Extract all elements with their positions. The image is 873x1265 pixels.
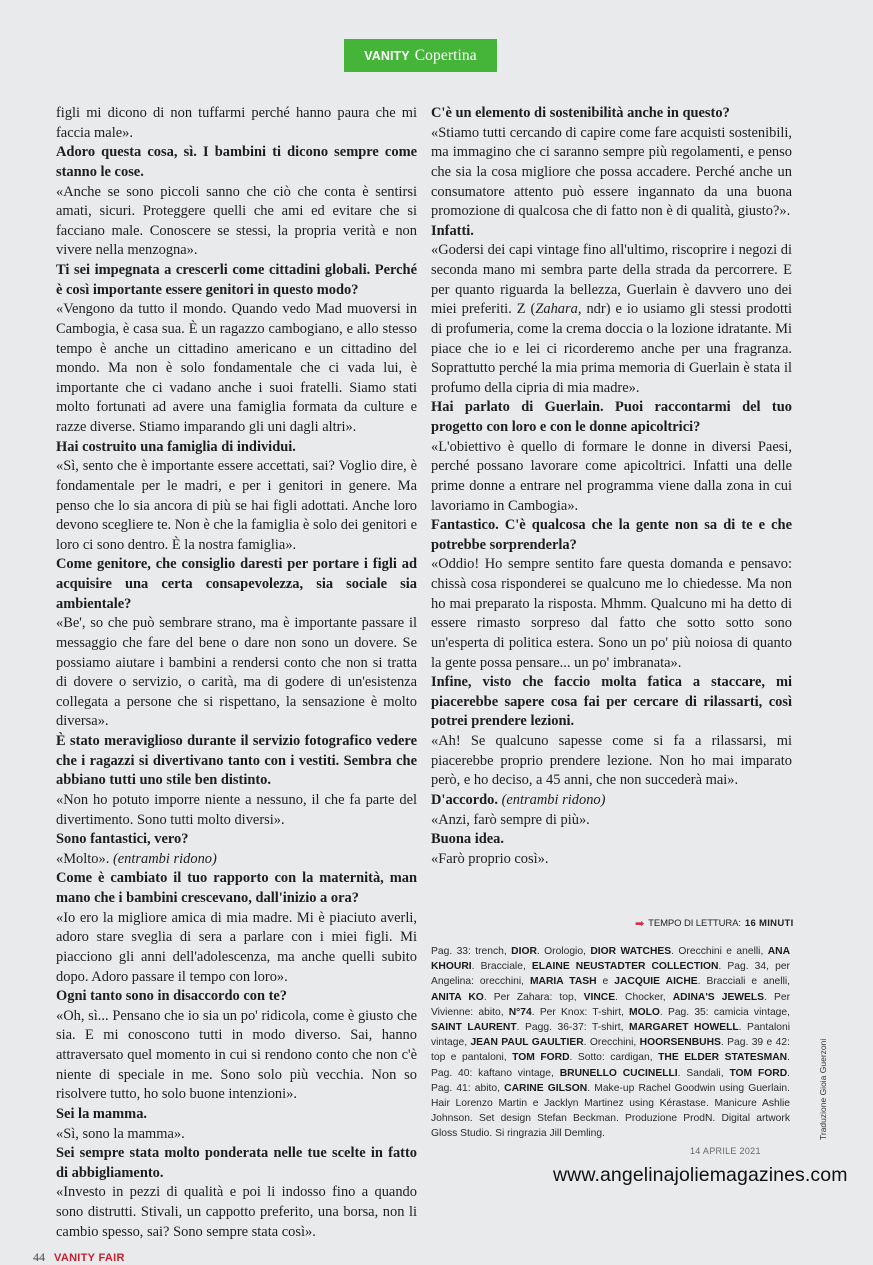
stage-direction: (entrambi ridono)	[501, 791, 606, 808]
arrow-right-icon: ➡	[635, 918, 645, 930]
credit-brand: ANA KHOURI	[431, 946, 791, 973]
question-text: Ti sei impegnata a crescerli come cittadini globali. Perché è così importante essere genitori in questo modo?	[56, 262, 417, 298]
credit-text: . Orecchini e anelli,	[671, 946, 768, 957]
interview-question	[56, 438, 417, 458]
question-text: Sei la mamma.	[56, 1105, 148, 1122]
interview-answer	[56, 1007, 417, 1105]
reading-time-label: TEMPO DI LETTURA:	[648, 918, 741, 929]
page-number: 44	[33, 1250, 45, 1265]
interview-answer	[56, 614, 417, 732]
interview-question	[56, 555, 417, 614]
question-text: C'è un elemento di sostenibilità anche in questo?	[431, 105, 730, 121]
answer-text: «Sì, sento che è importante essere accettati, sai? Voglio dire, è fondamentale per le madri, e per i genitori in genere. Ma penso che lo sia ancora di più se hai figli adottati. Anche loro devono scegliere te. Non è che la famiglia è solo dei genitori e loro ci sono dentro. È la nostra famiglia».	[56, 458, 417, 553]
question-text: Fantastico. C'è qualcosa che la gente non sa di te e che potrebbe sorprenderla?	[431, 517, 792, 553]
answer-text: «Stiamo tutti cercando di capire come fare acquisti sostenibili, ma immagino che ci saranno sempre più regolamenti, e penso che sia la cosa migliore che possa accadere. Perché anche un consumatore attento può essere ingannato da una buona promozione di qualcosa che di fatto non è di qualità, giusto?».	[431, 124, 792, 220]
answer-text: «Anzi, farò sempre di più».	[431, 811, 590, 828]
credit-text: . Make-up Rachel Goodwin using Guerlain. Hair Lorenzo Martin e Jacklyn Martinez using Kérastase. Manicure Ashlie Johnson. Set design Stefan Beckman. Produzione ProdN. Digital artwork Gloss Studio. Si ringrazia Jill Demling.	[431, 1082, 790, 1140]
article-column-left	[56, 104, 417, 1242]
question-text: Buona idea.	[431, 831, 505, 848]
question-text: Infatti.	[431, 222, 474, 239]
magazine-name: VANITY FAIR	[54, 1252, 125, 1265]
credit-brand: JEAN PAUL GAULTIER	[470, 1037, 584, 1049]
credit-text: . Bracciale,	[471, 961, 532, 973]
answer-text: «Oddio! Ho sempre sentito fare questa domanda e pensavo: chissà cosa risponderei se qualcuno me lo chiedesse. Ma non ho mai preparato la risposta. Mhmm. Qualcuno mi ha detto di essere rimasto sorpreso dal fatto che sotto sotto sono un'esperta di politica estera. Sono un po' più noiosa di quanto la gente possa pensare... un po' imbranata».	[431, 556, 792, 671]
credit-text: . Per Knox: T-shirt,	[531, 1006, 630, 1018]
credit-text: . Bracciali e anelli,	[697, 976, 790, 988]
credit-text: . Chocker,	[615, 991, 673, 1003]
credit-text: . Pag. 35: camicia vintage,	[659, 1006, 790, 1018]
translator-credit: Traduzione Gioia Guerzoni	[818, 1038, 828, 1140]
interview-question	[56, 732, 417, 791]
credit-brand: DIOR WATCHES	[590, 946, 672, 957]
credit-brand: HOORSENBUHS	[639, 1037, 721, 1049]
interview-answer	[431, 241, 792, 398]
interview-question	[431, 222, 792, 242]
interview-question	[56, 261, 417, 300]
credit-text: . Per Vivienne: abito,	[431, 991, 791, 1018]
credit-brand: DIOR	[511, 946, 537, 957]
credit-brand: BRUNELLO CUCINELLI	[559, 1067, 678, 1079]
interview-question	[56, 1144, 417, 1183]
interview-question	[56, 987, 417, 1007]
answer-text: «Sì, sono la mamma».	[56, 1125, 185, 1142]
interview-question	[431, 791, 792, 811]
answer-text: «Farò proprio così».	[431, 850, 549, 867]
interview-question	[431, 104, 792, 124]
interview-question	[431, 830, 792, 850]
answer-text: «Oh, sì... Pensano che io sia un po' ridicola, come è giusto che sia. E mi conoscono tutti in modo diverso. Sai, hanno attraversato quel momento in cui si rendono conto che non c'è niente di speciale in me. Sono solo più vecchia. Non so risolvere tutto, ho solo buone intenzioni».	[56, 1007, 417, 1103]
page-footer	[33, 1250, 125, 1265]
answer-text: «Godersi dei capi vintage fino all'ultimo, riscoprire i negozi di seconda mano mi sembra parte della strada da percorrere. E per quanto riguarda la bellezza, Guerlain è davvero uno dei miei preferiti. Z (	[431, 242, 792, 318]
interview-answer	[431, 850, 792, 870]
interview-answer	[431, 438, 792, 517]
credit-text: . Pag. 39 e 42: top e pantaloni,	[431, 1037, 790, 1064]
answer-text: figli mi dicono di non tuffarmi perché hanno paura che mi faccia male».	[56, 105, 417, 141]
interview-answer	[431, 811, 792, 831]
interview-question	[431, 516, 792, 555]
interview-question	[56, 869, 417, 908]
credit-brand: THE ELDER STATESMAN	[658, 1052, 788, 1064]
answer-text: «L'obiettivo è quello di formare le donne in diversi Paesi, perché possano lavorare come apicoltrici. Infatti una delle prime donne a entrare nel programma viene dalla zona in cui lavoriamo in Cambogia».	[431, 438, 792, 514]
credit-text: . Sandali,	[677, 1067, 730, 1079]
answer-italic: Zahara,	[535, 301, 582, 318]
credit-text: e	[596, 976, 615, 988]
interview-answer	[56, 457, 417, 555]
question-text: Hai costruito una famiglia di individui.	[56, 438, 296, 455]
interview-answer	[431, 555, 792, 673]
credit-brand: MOLO	[629, 1006, 660, 1018]
section-brand: VANITY	[364, 48, 410, 63]
interview-question	[56, 143, 417, 182]
question-text: È stato meraviglioso durante il servizio fotografico vedere che i ragazzi si divertivano tanto con i vestiti. Sembra che abbiano tutti uno stile ben distinto.	[56, 733, 417, 789]
credit-brand: JACQUIE AICHE	[614, 976, 698, 988]
credit-text: . Pagg. 36-37: T-shirt,	[516, 1022, 630, 1034]
issue-date: 14 APRILE 2021	[690, 1146, 761, 1156]
credit-text: . Pag. 34, per Angelina: orecchini,	[431, 961, 790, 988]
credit-brand: N°74	[508, 1006, 532, 1018]
credit-brand: SAINT LAURENT	[431, 1022, 517, 1034]
credit-text: . Sotto: cardigan,	[569, 1052, 659, 1064]
question-text: D'accordo.	[431, 791, 498, 808]
credit-text: . Per Zahara: top,	[483, 991, 584, 1003]
question-text: Adoro questa cosa, sì. I bambini ti dicono sempre come stanno le cose.	[56, 144, 417, 180]
question-text: Hai parlato di Guerlain. Puoi raccontarmi del tuo progetto con loro e con le donne apicoltrici?	[431, 399, 792, 435]
question-text: Sei sempre stata molto ponderata nelle tue scelte in fatto di abbigliamento.	[56, 1145, 417, 1181]
credit-text: . Pantaloni vintage,	[431, 1022, 790, 1049]
section-tag	[344, 39, 497, 72]
question-text: Come genitore, che consiglio daresti per portare i figli ad acquisire una certa consapevolezza, sia sociale sia ambientale?	[56, 556, 417, 612]
reading-time	[635, 917, 794, 930]
answer-text: «Vengono da tutto il mondo. Quando vedo Mad muoversi in Cambogia, è casa sua. È un ragazzo cambogiano, e allo stesso tempo è anche un cittadino americano e un cittadino del mondo. Ma non è solo fondamentale che ci vada lui, è importante che ci vadano anche i suoi fratelli. Siamo stati molto fortunati ad avere una famiglia formata da culture e razze diverse. Stiamo imparando gli uni dagli altri».	[56, 301, 417, 435]
credit-brand: CARINE GILSON	[504, 1082, 588, 1094]
interview-answer	[56, 791, 417, 830]
credit-text: . Pag. 41: abito,	[431, 1067, 791, 1094]
section-name: Copertina	[414, 46, 477, 64]
answer-text: «Investo in pezzi di qualità e poi li indosso fino a quando sono distrutti. Stivali, un cappotto preferito, una borsa, non li cambio spesso, sai? Sono sempre stata così».	[56, 1184, 417, 1240]
interview-answer	[431, 124, 792, 222]
credit-text: . Pag. 40: kaftano vintage,	[431, 1052, 790, 1079]
credit-brand: ELAINE NEUSTADTER COLLECTION	[531, 961, 719, 973]
interview-answer	[56, 183, 417, 262]
credit-brand: MARIA TASH	[529, 976, 597, 988]
credit-text: . Orologio,	[536, 946, 591, 957]
credit-text: . Orecchini,	[583, 1037, 640, 1049]
stage-direction: (entrambi ridono)	[112, 850, 217, 867]
interview-question	[56, 1105, 417, 1125]
interview-answer	[56, 1183, 417, 1242]
interview-answer	[56, 300, 417, 437]
answer-text: «Ah! Se qualcuno sapesse come si fa a rilassarsi, mi piacerebbe proprio prendere lezione. Non ho mai imparato però, e ho deciso, a 45 anni, che non succederà mai».	[431, 733, 792, 789]
answer-text: «Io ero la migliore amica di mia madre. Mi è piaciuto averli, adoro stare sveglia di sera a parlare con i miei figli. Mi piacciono gli anni dell'adolescenza, ma anche quelli subito dopo. Adoro passare il tempo con loro».	[56, 909, 417, 985]
answer-text: ndr) e io usiamo gli stessi prodotti di profumeria, come la crema doccia o la lozione idratante. Mi piace che io e lei ci ricorderemo anche per una fragranza. Soprattutto perché la mia prima memoria di Guerlain è stata il profumo della cipria di mia madre».	[431, 301, 793, 396]
credit-brand: VINCE	[583, 991, 616, 1003]
watermark-url: www.angelinajoliemagazines.com	[553, 1164, 848, 1186]
answer-text: «Be', so che può sembrare strano, ma è importante passare il messaggio che fare del bene o dare non sono un dovere. Se possiamo aiutare i bambini a rendersi conto che non si tratta di dovere o servizio, o carità, ma di godere di un'esistenza collegata a persone che si rispettano, la sensazione è molto diversa».	[56, 615, 417, 730]
question-text: Come è cambiato il tuo rapporto con la maternità, man mano che i bambini crescevano, dall'inizio a ora?	[56, 870, 417, 906]
credit-brand: MARGARET HOWELL	[629, 1022, 739, 1034]
answer-text: «Molto».	[56, 850, 110, 867]
interview-answer	[56, 1125, 417, 1145]
interview-answer	[56, 104, 417, 143]
interview-answer	[431, 732, 792, 791]
credit-brand: TOM FORD	[512, 1052, 570, 1064]
question-text: Infine, visto che faccio molta fatica a staccare, mi piacerebbe sapere cosa fai per cercare di rilassarti, così potrei prendere lezioni.	[431, 674, 792, 730]
interview-question	[431, 398, 792, 437]
interview-answer	[56, 850, 417, 870]
credit-brand: ANITA KO	[431, 991, 484, 1003]
question-text: Sono fantastici, vero?	[56, 831, 189, 848]
photo-credits	[431, 944, 790, 1142]
credit-text: Pag. 33: trench,	[431, 946, 512, 957]
interview-question	[56, 830, 417, 850]
reading-time-value: 16 MINUTI	[744, 918, 794, 929]
question-text: Ogni tanto sono in disaccordo con te?	[56, 988, 288, 1005]
answer-text: «Anche se sono piccoli sanno che ciò che conta è sentirsi amati, sicuri. Proteggere quelli che ami ed evitare che si facciano male. Conoscere se stessi, la propria verità e non vivere nella menzogna».	[56, 183, 417, 259]
credit-brand: ADINA'S JEWELS	[672, 991, 765, 1003]
interview-question	[431, 673, 792, 732]
credit-brand: TOM FORD	[729, 1067, 788, 1079]
article-column-right	[431, 104, 792, 869]
answer-text: «Non ho potuto imporre niente a nessuno, il che fa parte del divertimento. Sono tutti molto diversi».	[56, 791, 417, 828]
interview-answer	[56, 909, 417, 988]
